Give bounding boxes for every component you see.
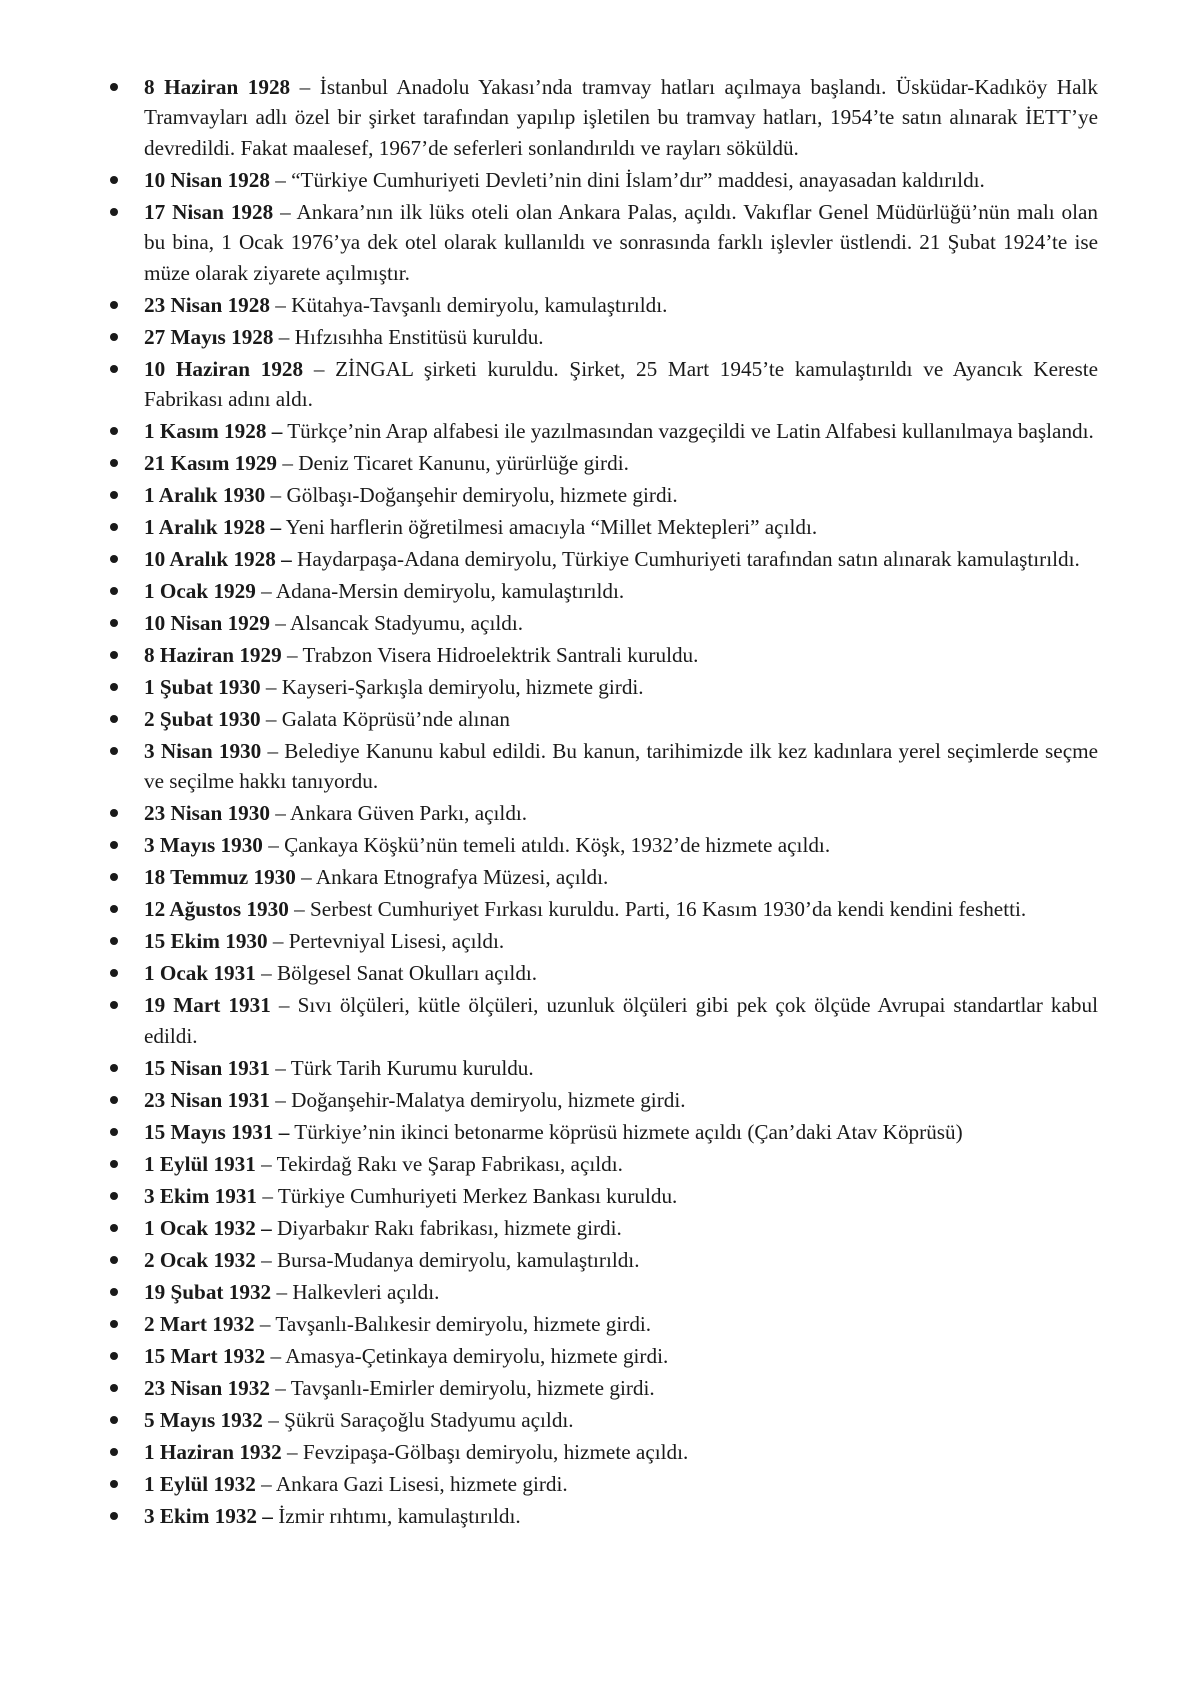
bullet-icon — [110, 715, 118, 723]
bullet-icon — [110, 1064, 118, 1072]
entry-date: 21 Kasım 1929 — [144, 451, 278, 476]
entry-text: – Çankaya Köşkü’nün temeli atıldı. Köşk, 1932’de hizmete açıldı. — [268, 833, 831, 858]
list-item — [110, 672, 1098, 702]
list-item — [110, 640, 1098, 670]
bullet-icon — [110, 873, 118, 881]
list-item — [110, 72, 1098, 163]
list-item — [110, 736, 1098, 797]
list-item — [110, 1085, 1098, 1115]
entry-text: – Ankara’nın ilk lüks oteli olan Ankara Palas, açıldı. Vakıflar Genel Müdürlüğü’nün malı olan bu bina, 1 Ocak 1976’ya dek otel olarak kullanıldı ve sonrasında farklı işlevler üstlendi. 21 Şubat 1924’te ise müze olarak ziyarete açılmıştır. — [144, 199, 1099, 285]
entry-text: – İstanbul Anadolu Yakası’nda tramvay hatları açılmaya başlandı. Üsküdar-Kadıköy Halk Tramvayları adlı özel bir şirket tarafından yapılıp işletilen bu tramvay hatları, 1954’te satın alınarak İETT’ye devredildi. Fakat maalesef, 1967’de seferleri sonlandırıldı ve rayları söküldü. — [144, 75, 1098, 160]
bullet-icon — [110, 1448, 118, 1456]
list-item — [110, 322, 1098, 352]
entry-date: 2 Ocak 1932 — [144, 1247, 256, 1272]
entry-date: 1 Ocak 1929 — [144, 579, 256, 604]
list-item — [110, 290, 1098, 320]
list-item — [110, 830, 1098, 860]
timeline-list — [110, 72, 1098, 1531]
entry-text: – Bölgesel Sanat Okulları açıldı. — [261, 961, 538, 986]
list-item — [110, 1309, 1098, 1339]
entry-date: 15 Mart 1932 — [144, 1343, 266, 1368]
entry-date: 23 Nisan 1931 — [144, 1087, 270, 1112]
entry-text: Türkçe’nin Arap alfabesi ile yazılmasından vazgeçildi ve Latin Alfabesi kullanılmaya başlandı. — [287, 419, 1094, 444]
entry-text: – Pertevniyal Lisesi, açıldı. — [272, 929, 505, 954]
entry-text: – Gölbaşı-Doğanşehir demiryolu, hizmete girdi. — [270, 483, 678, 508]
entry-text: – Tekirdağ Rakı ve Şarap Fabrikası, açıldı. — [261, 1151, 623, 1176]
entry-text: – Tavşanlı-Emirler demiryolu, hizmete girdi. — [275, 1375, 655, 1400]
bullet-icon — [110, 683, 118, 691]
list-item — [110, 416, 1098, 446]
entry-text: – “Türkiye Cumhuriyeti Devleti’nin dini İslam’dır” maddesi, anayasadan kaldırıldı. — [275, 167, 985, 192]
list-item — [110, 862, 1098, 892]
list-item — [110, 958, 1098, 988]
entry-text: – Ankara Etnografya Müzesi, açıldı. — [301, 865, 609, 890]
entry-text: – Trabzon Visera Hidroelektrik Santrali kuruldu. — [287, 643, 699, 668]
bullet-icon — [110, 1160, 118, 1168]
entry-text: – ZİNGAL şirketi kuruldu. Şirket, 25 Mart 1945’te kamulaştırıldı ve Ayancık Kereste Fabrikası adını aldı. — [144, 356, 1098, 412]
list-item — [110, 1341, 1098, 1371]
bullet-icon — [110, 333, 118, 341]
entry-text: – Tavşanlı-Balıkesir demiryolu, hizmete girdi. — [259, 1311, 652, 1336]
entry-text: – Doğanşehir-Malatya demiryolu, hizmete girdi. — [275, 1087, 686, 1112]
entry-date: 23 Nisan 1928 — [144, 292, 270, 317]
list-item — [110, 1053, 1098, 1083]
bullet-icon — [110, 1096, 118, 1104]
list-item — [110, 1437, 1098, 1467]
entry-date: 8 Haziran 1929 — [144, 643, 282, 668]
list-item — [110, 1149, 1098, 1179]
list-item — [110, 1277, 1098, 1307]
entry-text: – Ankara Gazi Lisesi, hizmete girdi. — [261, 1471, 568, 1496]
list-item — [110, 354, 1098, 415]
bullet-icon — [110, 1416, 118, 1424]
list-item — [110, 544, 1098, 574]
entry-text: – Galata Köprüsü’nde alınan — [265, 707, 511, 732]
entry-date: 2 Mart 1932 — [144, 1311, 255, 1336]
entry-text: – Alsancak Stadyumu, açıldı. — [275, 611, 523, 636]
bullet-icon — [110, 1320, 118, 1328]
bullet-icon — [110, 651, 118, 659]
list-item — [110, 197, 1098, 288]
entry-date: 3 Nisan 1930 — [144, 739, 262, 764]
entry-date: 1 Ocak 1932 – — [144, 1215, 272, 1240]
bullet-icon — [110, 83, 118, 91]
entry-text: – Adana-Mersin demiryolu, kamulaştırıldı. — [261, 579, 625, 604]
bullet-icon — [110, 491, 118, 499]
entry-text: – Kayseri-Şarkışla demiryolu, hizmete girdi. — [265, 675, 644, 700]
entry-date: 10 Haziran 1928 — [144, 356, 304, 381]
entry-text: Diyarbakır Rakı fabrikası, hizmete girdi. — [277, 1215, 622, 1240]
entry-text: – Fevzipaşa-Gölbaşı demiryolu, hizmete açıldı. — [287, 1439, 689, 1464]
bullet-icon — [110, 208, 118, 216]
entry-date: 12 Ağustos 1930 — [144, 897, 289, 922]
bullet-icon — [110, 937, 118, 945]
entry-date: 1 Eylül 1931 — [144, 1151, 256, 1176]
entry-text: Yeni harflerin öğretilmesi amacıyla “Millet Mektepleri” açıldı. — [285, 515, 818, 540]
bullet-icon — [110, 555, 118, 563]
entry-date: 10 Aralık 1928 – — [144, 547, 292, 572]
entry-date: 1 Haziran 1932 — [144, 1439, 282, 1464]
entry-date: 15 Ekim 1930 — [144, 929, 268, 954]
bullet-icon — [110, 1512, 118, 1520]
entry-text: – Bursa-Mudanya demiryolu, kamulaştırıldı. — [261, 1247, 640, 1272]
entry-date: 18 Temmuz 1930 — [144, 865, 296, 890]
entry-date: 1 Aralık 1928 – — [144, 515, 282, 540]
list-item — [110, 165, 1098, 195]
bullet-icon — [110, 1224, 118, 1232]
bullet-icon — [110, 301, 118, 309]
entry-date: 1 Eylül 1932 — [144, 1471, 256, 1496]
bullet-icon — [110, 1192, 118, 1200]
entry-text: – Sıvı ölçüleri, kütle ölçüleri, uzunluk ölçüleri gibi pek çok ölçüde Avrupai standartlar kabul edildi. — [144, 993, 1098, 1048]
entry-date: 10 Nisan 1929 — [144, 611, 270, 636]
entry-text: Türkiye’nin ikinci betonarme köprüsü hizmete açıldı (Çan’daki Atav Köprüsü) — [294, 1119, 963, 1144]
bullet-icon — [110, 809, 118, 817]
list-item — [110, 1181, 1098, 1211]
entry-date: 5 Mayıs 1932 — [144, 1407, 263, 1432]
entry-text: – Hıfzısıhha Enstitüsü kuruldu. — [278, 324, 544, 349]
bullet-icon — [110, 1288, 118, 1296]
list-item — [110, 1373, 1098, 1403]
list-item — [110, 1117, 1098, 1147]
entry-text: – Amasya-Çetinkaya demiryolu, hizmete girdi. — [270, 1343, 669, 1368]
bullet-icon — [110, 365, 118, 373]
bullet-icon — [110, 176, 118, 184]
bullet-icon — [110, 905, 118, 913]
bullet-icon — [110, 969, 118, 977]
entry-date: 10 Nisan 1928 — [144, 167, 270, 192]
entry-date: 15 Mayıs 1931 – — [144, 1119, 290, 1144]
bullet-icon — [110, 747, 118, 755]
bullet-icon — [110, 841, 118, 849]
entry-text: İzmir rıhtımı, kamulaştırıldı. — [278, 1503, 521, 1528]
bullet-icon — [110, 1480, 118, 1488]
entry-date: 23 Nisan 1932 — [144, 1375, 270, 1400]
entry-date: 3 Mayıs 1930 — [144, 833, 263, 858]
entry-date: 27 Mayıs 1928 — [144, 324, 274, 349]
bullet-icon — [110, 1384, 118, 1392]
entry-date: 2 Şubat 1930 — [144, 707, 261, 732]
bullet-icon — [110, 587, 118, 595]
entry-date: 17 Nisan 1928 — [144, 199, 274, 224]
entry-date: 15 Nisan 1931 — [144, 1055, 270, 1080]
entry-date: 19 Mart 1931 — [144, 993, 271, 1018]
list-item — [110, 1245, 1098, 1275]
list-item — [110, 798, 1098, 828]
entry-text: – Türkiye Cumhuriyeti Merkez Bankası kuruldu. — [262, 1183, 678, 1208]
bullet-icon — [110, 459, 118, 467]
entry-text: – Halkevleri açıldı. — [276, 1279, 440, 1304]
entry-date: 1 Ocak 1931 — [144, 961, 256, 986]
entry-date: 1 Kasım 1928 – — [144, 419, 283, 444]
entry-text: – Kütahya-Tavşanlı demiryolu, kamulaştırıldı. — [275, 292, 668, 317]
bullet-icon — [110, 1001, 118, 1009]
entry-text: – Belediye Kanunu kabul edildi. Bu kanun, tarihimizde ilk kez kadınlara yerel seçimlerde seçme ve seçilme hakkı tanıyordu. — [144, 739, 1098, 794]
list-item — [110, 480, 1098, 510]
entry-text: – Ankara Güven Parkı, açıldı. — [275, 801, 528, 826]
entry-text: – Şükrü Saraçoğlu Stadyumu açıldı. — [268, 1407, 574, 1432]
list-item — [110, 1405, 1098, 1435]
list-item — [110, 1469, 1098, 1499]
bullet-icon — [110, 427, 118, 435]
entry-date: 3 Ekim 1932 – — [144, 1503, 273, 1528]
entry-text: – Türk Tarih Kurumu kuruldu. — [275, 1055, 534, 1080]
entry-date: 8 Haziran 1928 — [144, 75, 291, 99]
list-item — [110, 894, 1098, 924]
entry-date: 1 Aralık 1930 — [144, 483, 266, 508]
list-item — [110, 926, 1098, 956]
entry-text: Haydarpaşa-Adana demiryolu, Türkiye Cumhuriyeti tarafından satın alınarak kamulaştırıldı. — [297, 547, 1080, 572]
list-item — [110, 1213, 1098, 1243]
bullet-icon — [110, 619, 118, 627]
list-item — [110, 1501, 1098, 1531]
list-item — [110, 512, 1098, 542]
entry-text: – Serbest Cumhuriyet Fırkası kuruldu. Parti, 16 Kasım 1930’da kendi kendini feshetti. — [294, 897, 1027, 922]
list-item — [110, 576, 1098, 606]
list-item — [110, 990, 1098, 1051]
entry-date: 1 Şubat 1930 — [144, 675, 261, 700]
bullet-icon — [110, 523, 118, 531]
bullet-icon — [110, 1256, 118, 1264]
entry-text: – Deniz Ticaret Kanunu, yürürlüğe girdi. — [282, 451, 629, 476]
list-item — [110, 704, 1098, 734]
list-item — [110, 448, 1098, 478]
entry-date: 19 Şubat 1932 — [144, 1279, 272, 1304]
entry-date: 3 Ekim 1931 — [144, 1183, 258, 1208]
entry-date: 23 Nisan 1930 — [144, 801, 270, 826]
bullet-icon — [110, 1128, 118, 1136]
list-item — [110, 608, 1098, 638]
bullet-icon — [110, 1352, 118, 1360]
